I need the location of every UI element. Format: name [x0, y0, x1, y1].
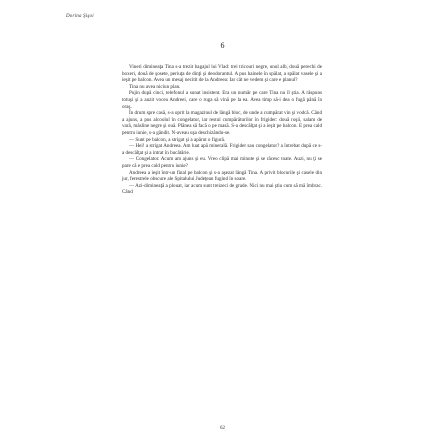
- body-text: [122, 64, 322, 196]
- chapter-number: 6: [220, 41, 225, 50]
- paragraph: — Sunt pe balcon, a strigat şi a apărut o figură.: [129, 136, 226, 143]
- paragraph: Andreea a ieşit într-un final pe balcon şi s-a aşezat lângă Tina. A privit blocurile şi casele din jur, ferestrele obscure ale Spitalului Judeţean fugind în soare.: [122, 169, 322, 183]
- running-header: Dorina Şişoi: [66, 14, 94, 19]
- paragraph: — Congelator. Acum am ajuns şi eu. Vreo clipă mai minute şi se răcesc toate. Auzi, nu ţi se pare că e prea cald pentru iunie?: [122, 156, 322, 169]
- paragraph: În drum spre casă, s-a oprit la magazinul de lângă bloc, de unde a cumpărat vin şi vodcă. Când a ajuns, a pus alcoolul în congelator, iar restul cumpărăturilor în frigider: două roşii, salam de vară, măsline negre şi ouă. Plănea să facă o pe masă. S-a descălţat şi a ieşit pe balcon. E prea cald pentru iunie, s-a gândit. N-aveau uşa deschizându-se.: [122, 110, 322, 136]
- paragraph: Pujin după cinci, telefonul a sunat insistent. Era un număr pe care Tina nu îl ştia. A răspuns totuşi şi a auzit vocea Andreei, care o ruga să vină pe la ea. Avea timp să-i dea o fugă până în oraş.: [122, 90, 322, 110]
- paragraph: Tina nu avea niciun plan.: [129, 83, 181, 90]
- page-number: 62: [220, 426, 225, 431]
- paragraph: — Azi-dimineaţă a plouat, iar acum sunt treizeci de grade. Nici nu mai ştiu cum să mă îmbrac. Când: [122, 182, 322, 196]
- paragraph: — Hei! a strigat Andreea. Am luat apă minerală. Frigider sau congelator? a întrebat după ce s-a descălţat şi a intrat în bucătărie.: [122, 143, 322, 156]
- paragraph: Vineri dimineaţa Tina s-a trezit bagajul lui Vlad: trei tricouri negre, unul alb, două perechi de boxeri, două de şosete, periuţa de dinţi şi deodorantul. A pus hainele în spălat, a spălat vasele şi a ieşit pe balcon. Avea un mesaj necitit de la Andreea: Iar cât ne vedem şi care e planul?: [122, 64, 322, 84]
